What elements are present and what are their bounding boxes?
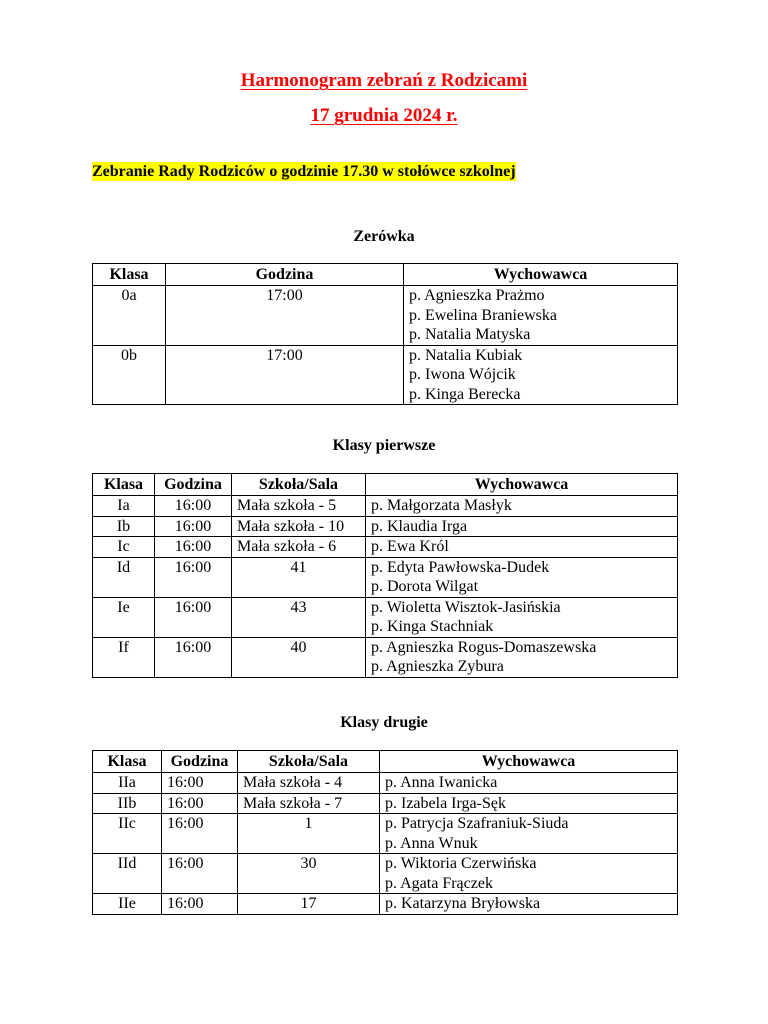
cell-godzina: 16:00 [155,637,232,677]
teacher-name: p. Klaudia Irga [371,517,468,535]
teacher-name: p. Anna Iwanicka [385,774,498,791]
cell-wychowawca [366,597,678,637]
cell-klasa: IIb [93,793,162,814]
cell-wychowawca [366,496,678,517]
table-row [93,894,678,915]
cell-wychowawca [404,286,678,346]
cell-sala: 1 [238,814,380,854]
cell-klasa: Ic [93,537,155,558]
table-row [93,496,678,517]
table-header-row [93,264,678,286]
cell-klasa: Ia [93,496,155,517]
table-klasy-drugie [92,750,678,915]
cell-wychowawca [366,637,678,677]
table-row [93,516,678,537]
cell-klasa: Ib [93,516,155,537]
cell-wychowawca [366,516,678,537]
teacher-name: p. Natalia Kubiak [409,346,523,364]
teacher-name: p. Wiktoria Czerwińska [385,855,537,872]
cell-godzina: 16:00 [162,793,238,814]
teacher-name: p. Agnieszka Zybura [371,658,504,675]
cell-sala: 30 [238,854,380,894]
column-header-godzina: Godzina [162,751,238,773]
cell-godzina: 16:00 [162,814,238,854]
document-date: 17 grudnia 2024 r. [310,105,458,126]
section-title-klasy-drugie: Klasy drugie [340,714,428,731]
cell-sala: 41 [232,557,366,597]
cell-godzina: 16:00 [162,894,238,915]
section-title-zerowka: Zerówka [353,228,415,245]
cell-sala: Mała szkoła - 6 [232,537,366,558]
cell-sala: 43 [232,597,366,637]
table-row [93,637,678,677]
column-header-klasa: Klasa [93,474,155,496]
teacher-name: p. Izabela Irga-Sęk [385,794,506,812]
teacher-name: p. Patrycja Szafraniuk-Siuda [385,815,569,832]
cell-wychowawca [366,557,678,597]
table-klasy-pierwsze [92,473,678,678]
column-header-sala: Szkoła/Sala [232,474,366,496]
cell-wychowawca [380,773,678,794]
cell-godzina: 16:00 [162,854,238,894]
column-header-godzina: Godzina [155,474,232,496]
table-row [93,286,678,346]
teacher-name: p. Agnieszka Rogus-Domaszewska [371,638,597,656]
document-title: Harmonogram zebrań z Rodzicami [240,70,528,91]
council-meeting-note [92,163,516,181]
section-title-klasy-pierwsze: Klasy pierwsze [332,437,436,454]
cell-wychowawca [366,537,678,558]
cell-sala: Mała szkoła - 5 [232,496,366,517]
cell-wychowawca [380,894,678,915]
cell-klasa: Ie [93,597,155,637]
cell-godzina: 16:00 [155,597,232,637]
table-zerowka [92,263,678,405]
cell-klasa: IIc [93,814,162,854]
table-row [93,597,678,637]
teacher-name: p. Natalia Matyska [409,326,531,343]
council-meeting-note-text: Zebranie Rady Rodziców o godzinie 17.30 w stołówce szkolnej [92,163,516,180]
table-row [93,537,678,558]
table-row [93,773,678,794]
table-row [93,814,678,854]
teacher-name: p. Wioletta Wisztok-Jasińskia [371,598,561,616]
cell-godzina: 16:00 [155,516,232,537]
cell-wychowawca [380,814,678,854]
cell-wychowawca [404,345,678,405]
teacher-name: p. Agnieszka Prażmo [409,287,545,304]
teacher-name: p. Agata Frączek [385,874,493,892]
teacher-name: p. Kinga Berecka [409,385,521,403]
cell-sala: 40 [232,637,366,677]
cell-godzina: 16:00 [155,496,232,517]
cell-sala: Mała szkoła - 10 [232,516,366,537]
table-row [93,854,678,894]
teacher-name: p. Anna Wnuk [385,834,478,852]
teacher-name: p. Edyta Pawłowska-Dudek [371,558,550,576]
column-header-wychowawca: Wychowawca [366,474,678,496]
cell-klasa: IIa [93,773,162,794]
column-header-klasa: Klasa [93,264,166,286]
cell-godzina: 16:00 [162,773,238,794]
cell-klasa: IIe [93,894,162,915]
cell-wychowawca [380,793,678,814]
cell-godzina: 17:00 [166,345,404,405]
column-header-wychowawca: Wychowawca [380,751,678,773]
cell-godzina: 16:00 [155,537,232,558]
cell-klasa: If [93,637,155,677]
cell-sala: 17 [238,894,380,915]
teacher-name: p. Ewelina Braniewska [409,306,557,324]
column-header-wychowawca: Wychowawca [404,264,678,286]
cell-sala: Mała szkoła - 7 [238,793,380,814]
cell-godzina: 17:00 [166,286,404,346]
table-header-row [93,474,678,496]
table-header-row [93,751,678,773]
column-header-klasa: Klasa [93,751,162,773]
teacher-name: p. Dorota Wilgat [371,578,479,595]
cell-wychowawca [380,854,678,894]
teacher-name: p. Katarzyna Bryłowska [385,895,541,912]
teacher-name: p. Kinga Stachniak [371,618,494,635]
cell-klasa: IId [93,854,162,894]
cell-klasa: 0a [93,286,166,346]
teacher-name: p. Małgorzata Masłyk [371,497,512,514]
cell-klasa: Id [93,557,155,597]
table-row [93,557,678,597]
teacher-name: p. Ewa Król [371,538,449,555]
cell-klasa: 0b [93,345,166,405]
cell-godzina: 16:00 [155,557,232,597]
teacher-name: p. Iwona Wójcik [409,366,516,383]
cell-sala: Mała szkoła - 4 [238,773,380,794]
table-row [93,793,678,814]
column-header-sala: Szkoła/Sala [238,751,380,773]
column-header-godzina: Godzina [166,264,404,286]
table-row [93,345,678,405]
